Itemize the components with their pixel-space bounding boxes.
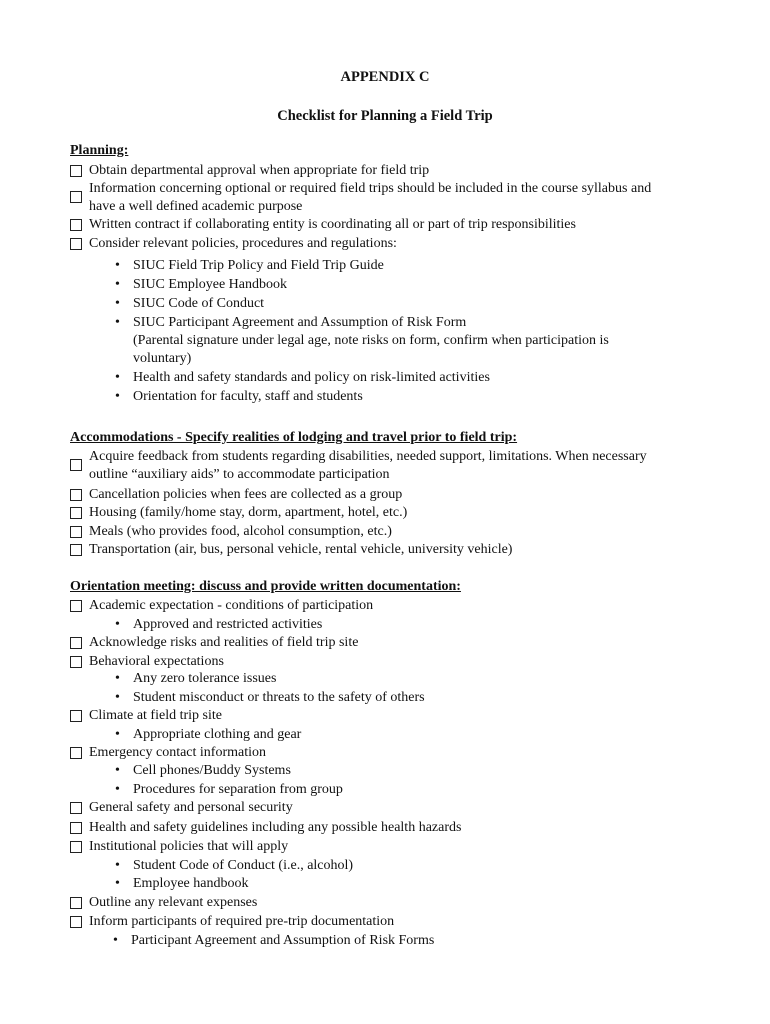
item-label: Emergency contact information xyxy=(89,745,267,760)
bullet-icon: • xyxy=(115,763,120,778)
item-label-continued: have a well defined academic purpose xyxy=(89,199,303,214)
bullet-label: Cell phones/Buddy Systems xyxy=(133,763,291,778)
checklist-title: Checklist for Planning a Field Trip xyxy=(277,108,493,124)
checkbox[interactable] xyxy=(70,841,82,853)
item-label: Obtain departmental approval when appropriate for field trip xyxy=(89,163,430,178)
checkbox[interactable] xyxy=(70,489,82,501)
bullet-icon: • xyxy=(113,933,118,948)
bullet-label: Participant Agreement and Assumption of Risk Forms xyxy=(131,933,435,948)
bullet-label: Student misconduct or threats to the safety of others xyxy=(133,690,425,705)
item-label: Cancellation policies when fees are collected as a group xyxy=(89,487,403,502)
bullet-label: Procedures for separation from group xyxy=(133,782,343,797)
item-label: Climate at field trip site xyxy=(89,708,222,723)
bullet-icon: • xyxy=(115,858,120,873)
item-label: Transportation (air, bus, personal vehicle, rental vehicle, university vehicle) xyxy=(89,542,513,557)
checkbox[interactable] xyxy=(70,507,82,519)
checkbox[interactable] xyxy=(70,191,82,203)
item-label: Acknowledge risks and realities of field trip site xyxy=(89,635,359,650)
checkbox[interactable] xyxy=(70,219,82,231)
bullet-icon: • xyxy=(115,370,120,385)
bullet-icon: • xyxy=(115,315,120,330)
bullet-label: Any zero tolerance issues xyxy=(133,671,277,686)
item-label: Information concerning optional or required field trips should be included in the course syllabus and xyxy=(89,181,652,196)
bullet-icon: • xyxy=(115,277,120,292)
bullet-label: Employee handbook xyxy=(133,876,249,891)
checkbox[interactable] xyxy=(70,544,82,556)
bullet-icon: • xyxy=(115,258,120,273)
item-label: Health and safety guidelines including any possible health hazards xyxy=(89,820,462,835)
checkbox[interactable] xyxy=(70,238,82,250)
bullet-icon: • xyxy=(115,617,120,632)
bullet-icon: • xyxy=(115,782,120,797)
bullet-icon: • xyxy=(115,876,120,891)
bullet-icon: • xyxy=(115,671,120,686)
item-label: Academic expectation - conditions of participation xyxy=(89,598,374,613)
checkbox[interactable] xyxy=(70,656,82,668)
checkbox[interactable] xyxy=(70,916,82,928)
item-label: Housing (family/home stay, dorm, apartment, hotel, etc.) xyxy=(89,505,408,520)
bullet-icon: • xyxy=(115,389,120,404)
checkbox[interactable] xyxy=(70,802,82,814)
bullet-label: SIUC Code of Conduct xyxy=(133,296,265,311)
bullet-continuation: voluntary) xyxy=(133,351,192,366)
appendix-title: APPENDIX C xyxy=(340,69,430,85)
checkbox[interactable] xyxy=(70,526,82,538)
planning-heading: Planning: xyxy=(70,143,129,158)
accommodations-heading: Accommodations - Specify realities of lodging and travel prior to field trip: xyxy=(70,430,518,445)
bullet-label: SIUC Employee Handbook xyxy=(133,277,287,292)
orientation-heading: Orientation meeting: discuss and provide written documentation: xyxy=(70,579,461,594)
checkbox[interactable] xyxy=(70,747,82,759)
checkbox[interactable] xyxy=(70,710,82,722)
item-label: Behavioral expectations xyxy=(89,654,224,669)
checkbox[interactable] xyxy=(70,897,82,909)
bullet-continuation: (Parental signature under legal age, note risks on form, confirm when participation is xyxy=(133,333,609,348)
item-label: General safety and personal security xyxy=(89,800,293,815)
checkbox[interactable] xyxy=(70,165,82,177)
item-label: Consider relevant policies, procedures and regulations: xyxy=(89,236,397,251)
bullet-icon: • xyxy=(115,727,120,742)
bullet-label: Approved and restricted activities xyxy=(133,617,323,632)
item-label: Inform participants of required pre-trip documentation xyxy=(89,914,395,929)
item-label: Acquire feedback from students regarding disabilities, needed support, limitations. When necessary xyxy=(89,449,647,464)
item-label: Meals (who provides food, alcohol consumption, etc.) xyxy=(89,524,392,539)
checkbox[interactable] xyxy=(70,459,82,471)
checkbox[interactable] xyxy=(70,822,82,834)
bullet-label: Appropriate clothing and gear xyxy=(133,727,302,742)
checkbox[interactable] xyxy=(70,600,82,612)
item-label: Outline any relevant expenses xyxy=(89,895,258,910)
bullet-label: SIUC Field Trip Policy and Field Trip Guide xyxy=(133,258,384,273)
bullet-label: Orientation for faculty, staff and students xyxy=(133,389,363,404)
item-label: Institutional policies that will apply xyxy=(89,839,289,854)
item-label: Written contract if collaborating entity is coordinating all or part of trip responsibilities xyxy=(89,217,576,232)
bullet-label: Student Code of Conduct (i.e., alcohol) xyxy=(133,858,354,873)
bullet-icon: • xyxy=(115,690,120,705)
checkbox[interactable] xyxy=(70,637,82,649)
bullet-label: SIUC Participant Agreement and Assumption of Risk Form xyxy=(133,315,467,330)
bullet-icon: • xyxy=(115,296,120,311)
item-label-continued: outline “auxiliary aids” to accommodate participation xyxy=(89,467,390,482)
bullet-label: Health and safety standards and policy on risk-limited activities xyxy=(133,370,490,385)
